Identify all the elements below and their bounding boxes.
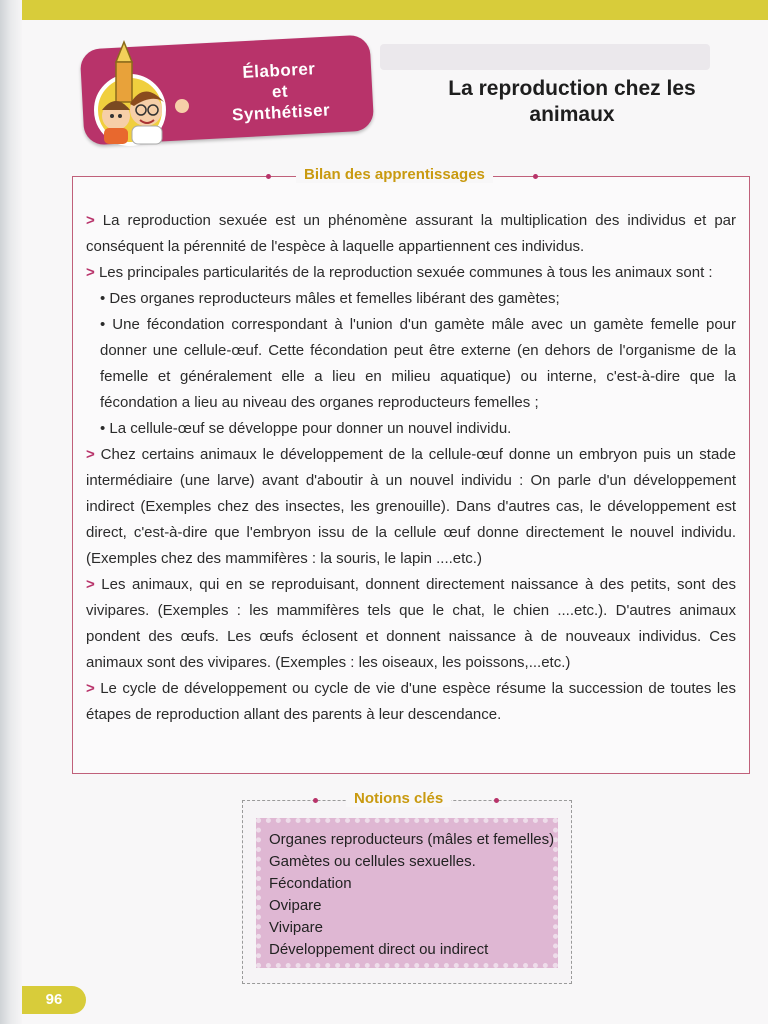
bilan-content [86, 208, 736, 728]
notion-item: Développement direct ou indirect [269, 941, 489, 958]
paragraph-4-text: Les animaux, qui en se reproduisant, donnent directement naissance à des petits, sont des vivipares. (Exemples : les mammifères tels que le chat, le chien ....etc.). D'autres animaux pondent des œufs. Les œufs éclosent et donnent naissance à de nouveaux individus. Ces animaux sont des vivipares. (Exemples : les oiseaux, les poissons,...etc.) [86, 576, 736, 671]
heading-dot-left [266, 174, 271, 179]
page-title [398, 76, 746, 128]
notion-item: Organes reproducteurs (mâles et femelles) [269, 831, 555, 848]
bilan-heading: Bilan des apprentissages [296, 166, 493, 183]
marker-icon: > [86, 446, 95, 463]
paragraph-1 [86, 208, 736, 260]
book-binding-edge [0, 0, 22, 1024]
notion-item: Vivipare [269, 919, 323, 936]
paragraph-5 [86, 676, 736, 728]
banner-line-3: Synthétiser [231, 100, 331, 125]
notions-list [256, 818, 558, 968]
banner-line-2: et [271, 81, 289, 102]
banner-line-1: Élaborer [241, 59, 316, 82]
paragraph-5-text: Le cycle de développement ou cycle de vie d'une espèce résume la succession de toutes les étapes de reproduction allant des parents à leur descendance. [86, 680, 736, 723]
notion-item: Fécondation [269, 875, 352, 892]
paragraph-3 [86, 442, 736, 572]
bullet-1: • Des organes reproducteurs mâles et femelles libérant des gamètes; [100, 290, 560, 307]
heading-dot-right [533, 174, 538, 179]
notions-dot-right [494, 798, 499, 803]
paragraph-1-text: La reproduction sexuée est un phénomène assurant la multiplication des individus et par conséquent la pérennité de l'espèce à laquelle appartiennent ces individus. [86, 212, 737, 255]
marker-icon: > [86, 264, 95, 281]
paragraph-4 [86, 572, 736, 676]
paragraph-2 [86, 260, 736, 286]
page-number: 96 [22, 986, 86, 1014]
paragraph-3-text: Chez certains animaux le développement de la cellule-œuf donne un embryon puis un stade intermédiaire (une larve) avant d'aboutir à un nouvel individu : On parle d'un développement indirect (Exemples chez des insectes, les grenouille). Dans d'autres cas, le développement est direct, c'est-à-dire que l'embryon issu de la cellule œuf donne directement le nouvel individu. (Exemples chez des mammifères : la souris, le lapin ....etc.) [86, 446, 736, 567]
marker-icon: > [86, 212, 95, 229]
bullet-2: • Une fécondation correspondant à l'union d'un gamète mâle avec un gamète femelle pour donner une cellule-œuf. Cette fécondation peut être externe (en dehors de l'organisme de la femelle et généralement elle a lieu en milieu aquatique) ou interne, c'est-à-dire que la fécondation a lieu au niveau des organes reproducteurs femelles ; [100, 316, 736, 411]
marker-icon: > [86, 576, 95, 593]
top-color-band [0, 0, 768, 20]
title-line-2: animaux [529, 103, 615, 126]
title-line-1: La reproduction chez les [448, 77, 696, 100]
banner-label [203, 56, 356, 127]
notions-dot-left [313, 798, 318, 803]
paragraph-2-text: Les principales particularités de la reproduction sexuée communes à tous les animaux sont : [98, 264, 713, 281]
notion-item: Ovipare [269, 897, 322, 914]
notion-item: Gamètes ou cellules sexuelles. [269, 853, 476, 870]
marker-icon: > [86, 680, 95, 697]
mascot-illustration [86, 40, 196, 148]
show-through-bar [380, 44, 710, 70]
notions-heading: Notions clés [346, 790, 451, 807]
bullet-3: • La cellule-œuf se développe pour donner un nouvel individu. [100, 420, 512, 437]
